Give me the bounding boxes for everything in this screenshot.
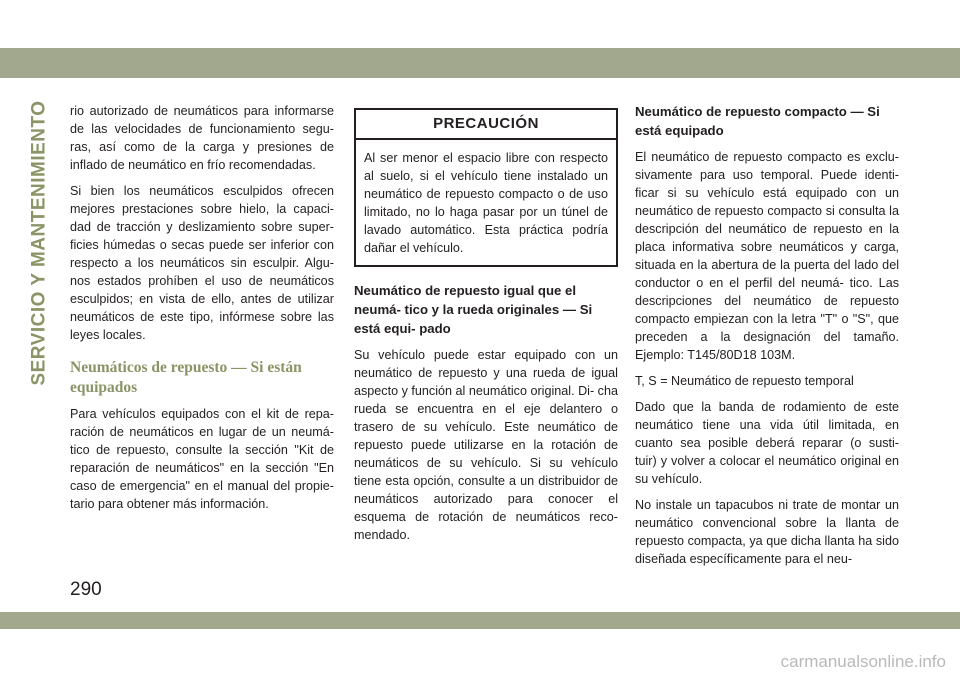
watermark-text: carmanualsonline.info (780, 652, 946, 671)
caution-box (354, 108, 618, 267)
paragraph: T, S = Neumático de repuesto temporal (635, 374, 854, 388)
page-number: 290 (70, 579, 102, 600)
section-side-tab (27, 100, 53, 385)
bottom-decorative-bar (0, 612, 960, 629)
section-side-tab-label: SERVICIO Y MANTENIMIENTO (29, 99, 50, 386)
top-decorative-bar (0, 48, 960, 78)
caution-body (356, 140, 616, 265)
paragraph: rio autorizado de neumáticos para informarse de las velocidades de funcionamiento segu- ras, así como de la carga y presiones de inflado de neumático en frío recomendadas. (70, 104, 334, 172)
caution-text: Al ser menor el espacio libre con respecto al suelo, si el vehículo tiene instalado un neumático de repuesto compacto o de uso limitado, no lo haga pasar por un túnel de lavado automático. Esta práctica podría dañar el vehículo. (364, 151, 608, 255)
paragraph: El neumático de repuesto compacto es exclu- sivamente para uso temporal. Puede identi- ficar si su vehículo está equipado con un neumático de repuesto compacto si consulta la descripción del neumático de repuesto en la placa informativa sobre neumáticos y carga, situada en la abertura de la puerta del lado del conductor o en el perfil del neumá- tico. Las descripciones del neumático de repuesto compacto empiezan con la letra "T" o "S", que preceden a la designación del tamaño. Ejemplo: T145/80D18 103M. (635, 150, 899, 362)
section-heading-compact-spare: Neumático de repuesto compacto — Si está equipado (635, 104, 880, 138)
paragraph: No instale un tapacubos ni trate de montar un neumático convencional sobre la llanta de repuesto compacta, ya que dicha llanta ha sido diseñada específicamente para el neu- (635, 498, 899, 566)
column-middle (354, 102, 618, 552)
caution-title: PRECAUCIÓN (356, 110, 616, 140)
paragraph: Para vehículos equipados con el kit de repa- ración de neumáticos en lugar de un neumá- tico de repuesto, consulte la sección "Kit de reparación de neumáticos" en la sección "En caso de emergencia" en el manual del propie- tario para obtener más información. (70, 407, 334, 511)
paragraph: Su vehículo puede estar equipado con un neumático de repuesto y una rueda de igual aspecto y función al neumático original. Di- cha rueda se encuentra en el eje delantero o trasero de su vehículo. Este neumático de repuesto puede utilizarse en la rotación de neumáticos de su vehículo. Si su vehículo tiene esta opción, consulte a un distribuidor de neumáticos autorizado para conocer el esquema de rotación de neumáticos reco- mendado. (354, 348, 618, 542)
paragraph: Si bien los neumáticos esculpidos ofrecen mejores prestaciones sobre hielo, la capaci- dad de tracción y deslizamiento sobre super- ficies húmedas o secas puede ser inferior con respecto a los neumáticos sin esculpir. Algu- nos estados prohíben el uso de neumáticos esculpidos; en vista de ello, antes de utilizar neumáticos de este tipo, infórmese sobre las leyes locales. (70, 184, 334, 342)
section-heading-spare-tires: Neumáticos de repuesto — Si están equipados (70, 359, 302, 396)
section-heading-full-size-spare: Neumático de repuesto igual que el neumá- tico y la rueda originales — Si está equi- pado (354, 283, 593, 336)
column-right (635, 102, 899, 576)
column-left (70, 102, 334, 521)
paragraph: Dado que la banda de rodamiento de este neumático tiene una vida útil limitada, en cuanto sea posible deberá reparar (o susti- tuir) y volver a colocar el neumático original en su vehículo. (635, 400, 899, 486)
